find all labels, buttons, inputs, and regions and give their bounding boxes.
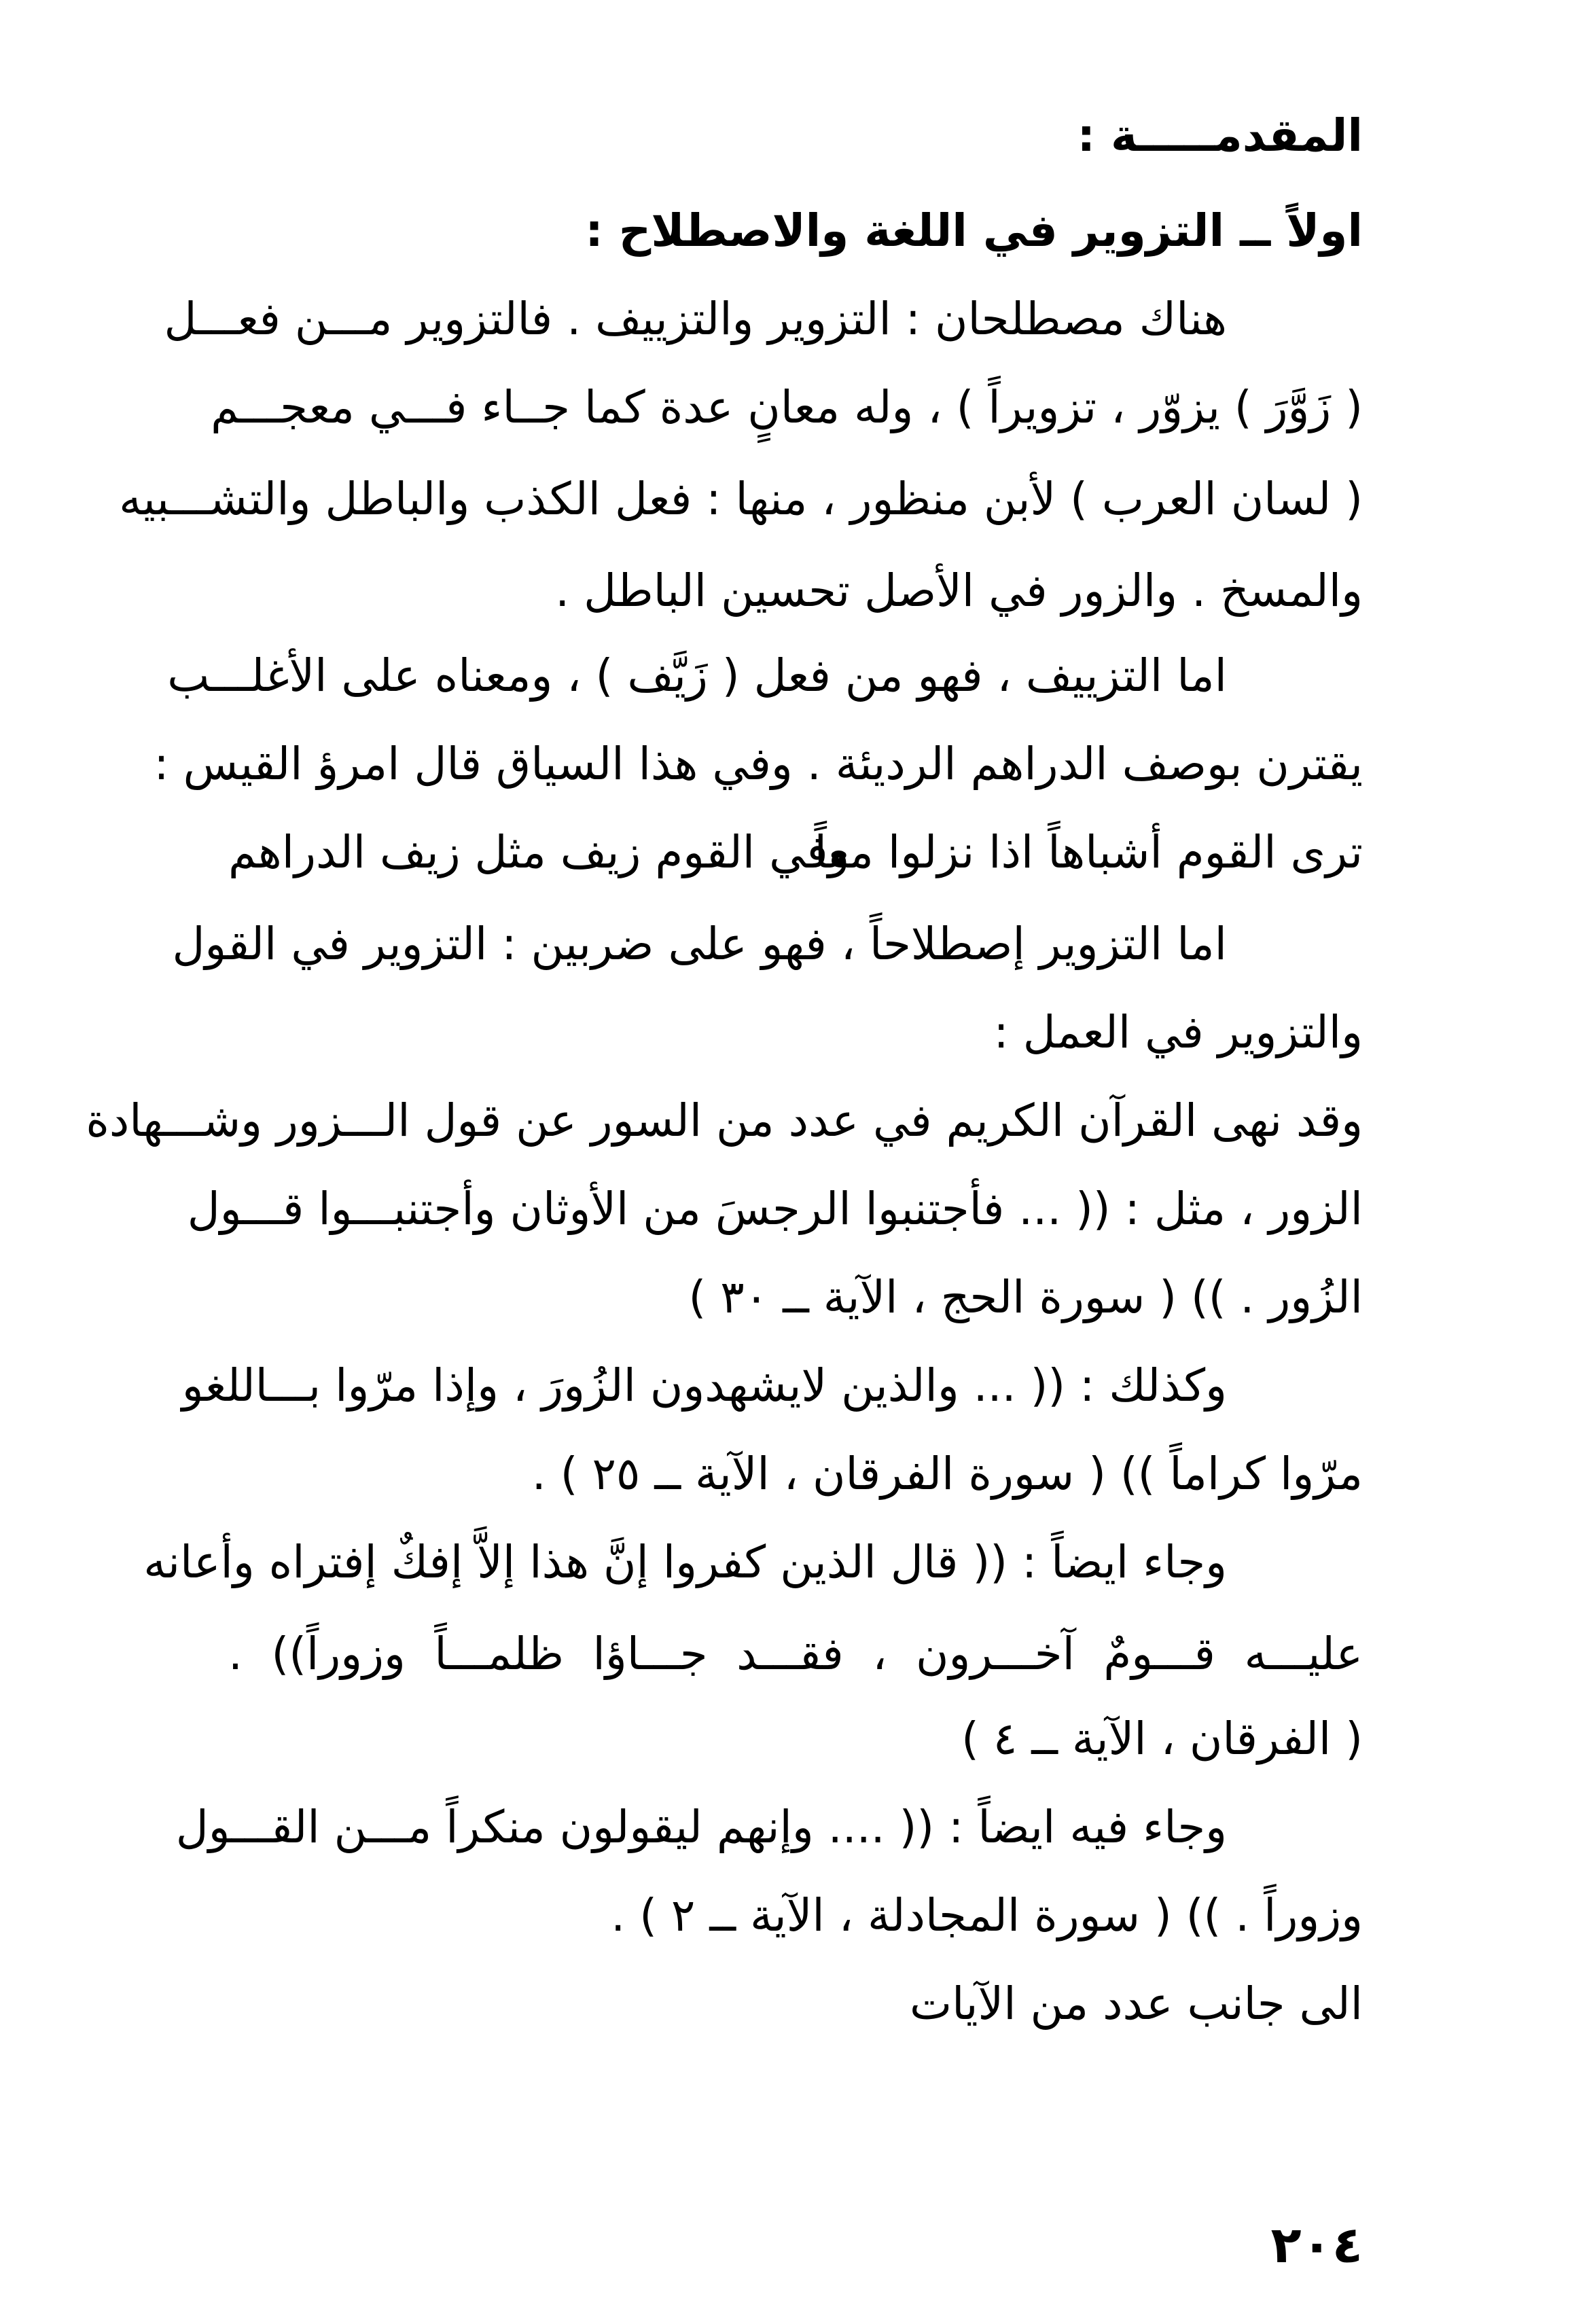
verse-first-hemistich: ترى القوم أشباهاً اذا نزلوا معاً	[814, 826, 1363, 878]
verse-second-hemistich: وفي القوم زيف مثل زيف الدراهم	[228, 826, 850, 878]
paragraph-line: والمسخ . والزور في الأصل تحسين الباطل .	[555, 565, 1363, 617]
section-heading: المقدمـــــة :	[1077, 109, 1363, 162]
paragraph-line: وكذلك : (( ... والذين لايشهدون الزُورَ ، وإذا مرّوا بـــاللغو	[181, 1359, 1227, 1412]
paragraph-line: والتزوير في العمل :	[993, 1006, 1363, 1058]
paragraph-line: ( زَوَّرَ ) يزوّر ، تزويراً ) ، وله معانٍ عدة كما جــاء فـــي معجـــم	[211, 381, 1363, 433]
paragraph-line: الزور ، مثل : (( ... فأجتنبوا الرجسَ من الأوثان وأجتنبـــوا قـــول	[187, 1183, 1363, 1235]
page-number: ٢٠٤	[1270, 2216, 1363, 2274]
poetry-verse	[228, 805, 1363, 900]
paragraph-line: هناك مصطلحان : التزوير والتزييف . فالتزوير مـــن فعـــل	[164, 293, 1227, 345]
paragraph-line: الى جانب عدد من الآيات	[909, 1978, 1363, 2030]
paragraph-line: اما التزييف ، فهو من فعل ( زَيَّف ) ، ومعناه على الأغلـــب	[167, 649, 1227, 702]
paragraph-line: اما التزوير إصطلاحاً ، فهو على ضربين : التزوير في القول	[172, 918, 1227, 970]
paragraph-line: مرّوا كراماً )) ( سورة الفرقان ، الآية ــ ٢٥ ) .	[531, 1448, 1363, 1500]
section-subheading: اولاً ــ التزوير في اللغة والاصطلاح :	[585, 204, 1363, 257]
paragraph-line: وجاء فيه ايضاً : (( .... وإنهم ليقولون منكراً مـــن القـــول	[175, 1801, 1227, 1853]
paragraph-line: الزُور . )) ( سورة الحج ، الآية ــ ٣٠ )	[688, 1271, 1363, 1323]
paragraph-line: ( الفرقان ، الآية ــ ٤ )	[961, 1713, 1363, 1765]
paragraph-line: وزوراً . )) ( سورة المجادلة ، الآية ــ ٢ ) .	[611, 1889, 1363, 1942]
paragraph-line: ( لسان العرب ) لأبن منظور ، منها : فعل الكذب والباطل والتشـــبيه	[119, 473, 1363, 525]
paragraph-line: عليـــه قـــومٌ آخـــرون ، فقـــد جـــاؤا ظلمـــاً وزوراً)) .	[228, 1628, 1363, 1680]
paragraph-line: يقترن بوصف الدراهم الرديئة . وفي هذا السياق قال امرؤ القيس :	[154, 738, 1363, 790]
paragraph-line: وجاء ايضاً : (( قال الذين كفروا إنَّ هذا إلاَّ إفكٌ إفتراه وأعانه	[143, 1536, 1227, 1588]
paragraph-line: وقد نهى القرآن الكريم في عدد من السور عن قول الـــزور وشـــهادة	[86, 1094, 1363, 1147]
